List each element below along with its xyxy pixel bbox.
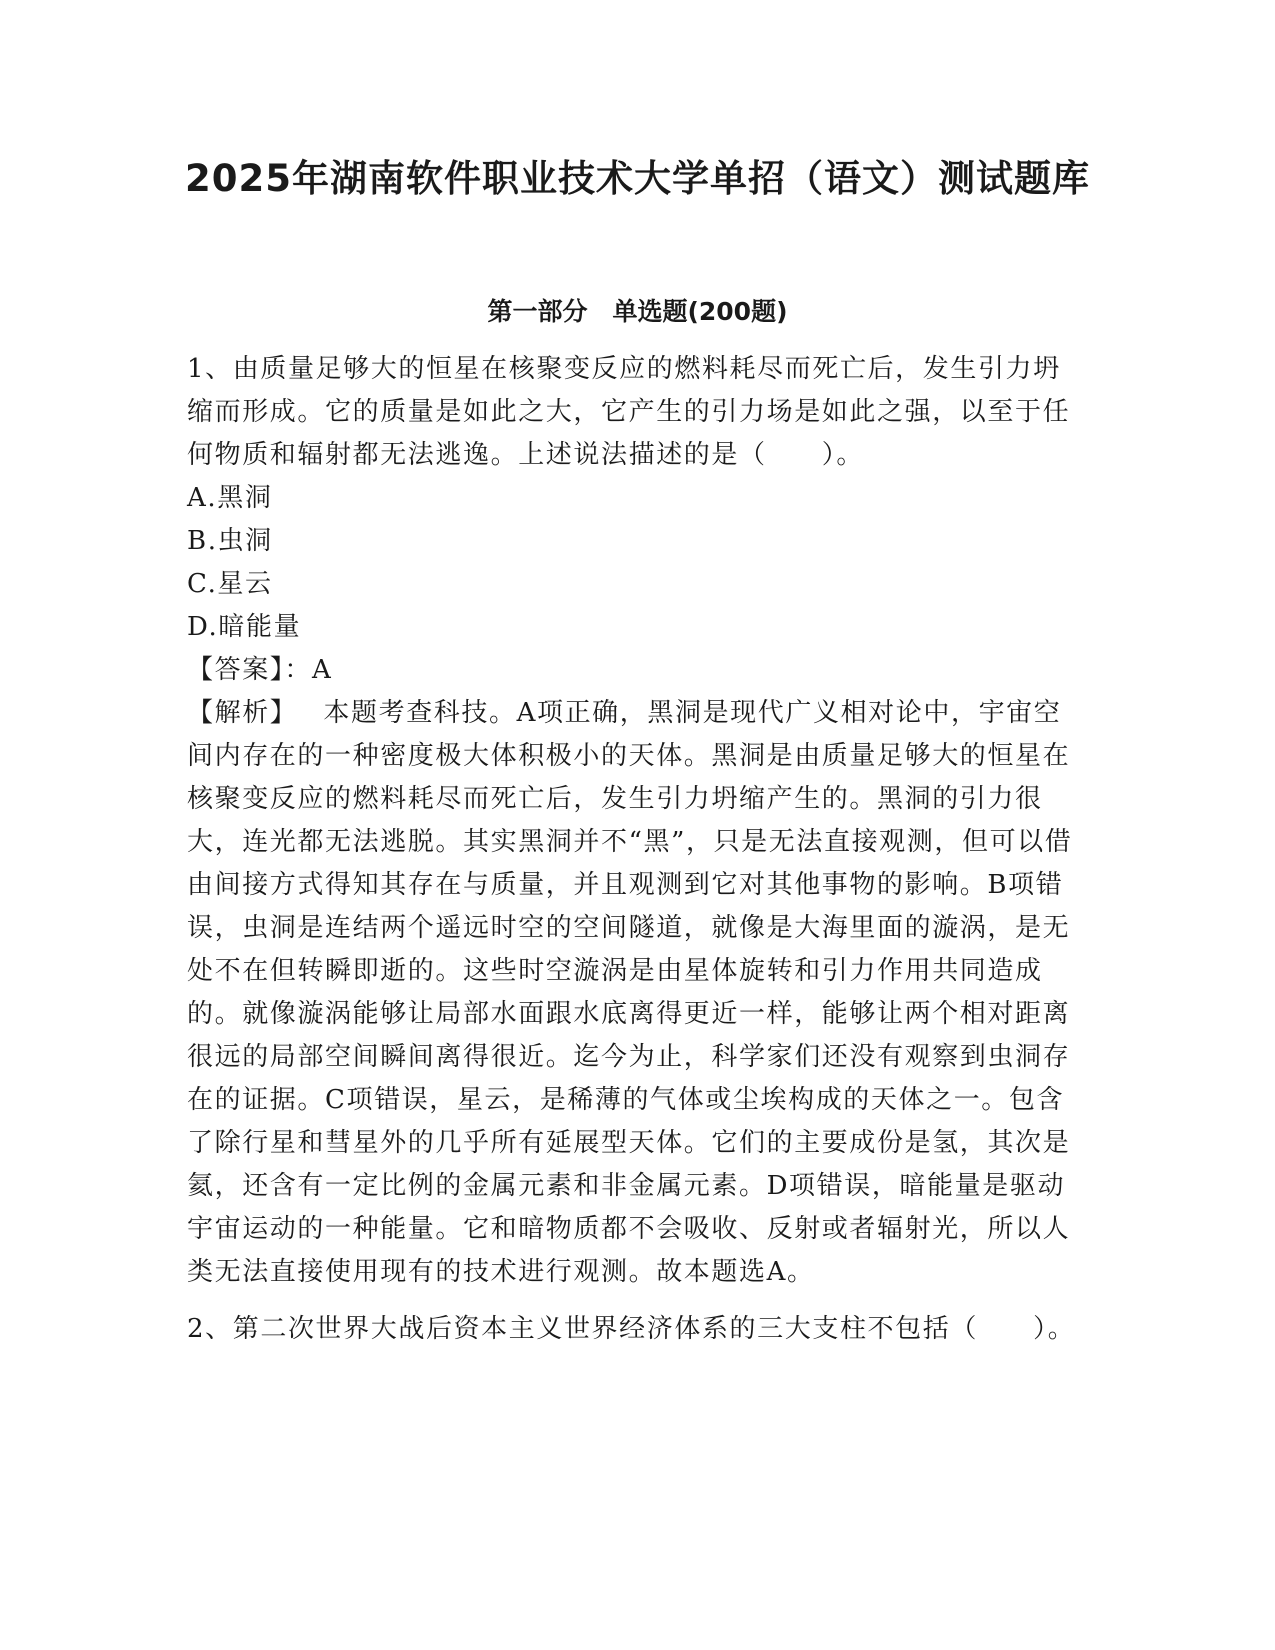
document-body <box>187 348 1087 1351</box>
section-title: 第一部分 单选题(200题) <box>487 297 788 326</box>
option-d: D.暗能量 <box>187 612 302 642</box>
analysis-label: 【解析】 <box>187 698 298 728</box>
analysis-paragraph <box>187 692 1087 1294</box>
question-spacer <box>187 1294 1087 1308</box>
question-stem: 2、第二次世界大战后资本主义世界经济体系的三大支柱不包括（ ）。 <box>187 1314 1076 1344</box>
document-title: 2025年湖南软件职业技术大学单招（语文）测试题库 <box>185 157 1090 200</box>
question-stem: 1、由质量足够大的恒星在核聚变反应的燃料耗尽而死亡后，发生引力坍缩而形成。它的质量是如此之大，它产生的引力场是如此之强，以至于任何物质和辐射都无法逃逸。上述说法描述的是（ ）。 <box>187 354 1071 470</box>
answer-label: 【答案】： <box>187 655 313 685</box>
option-list <box>187 477 1087 649</box>
option-b: B.虫洞 <box>187 526 273 556</box>
question-block <box>187 348 1087 1294</box>
analysis-text: 本题考查科技。A项正确，黑洞是现代广义相对论中，宇宙空间内存在的一种密度极大体积极小的天体。黑洞是由质量足够大的恒星在核聚变反应的燃料耗尽而死亡后，发生引力坍缩产生的。黑洞的引力很大，连光都无法逃脱。其实黑洞并不“黑”，只是无法直接观测，但可以借由间接方式得知其存在与质量，并且观测到它对其他事物的影响。B项错误，虫洞是连结两个遥远时空的空间隧道，就像是大海里面的漩涡，是无处不在但转瞬即逝的。这些时空漩涡是由星体旋转和引力作用共同造成的。就像漩涡能够让局部水面跟水底离得更近一样，能够让两个相对距离很远的局部空间瞬间离得很近。迄今为止，科学家们还没有观察到虫洞存在的证据。C项错误，星云，是稀薄的气体或尘埃构成的天体之一。包含了除行星和彗星外的几乎所有延展型天体。它们的主要成份是氢，其次是氦，还含有一定比例的金属元素和非金属元素。D项错误，暗能量是驱动宇宙运动的一种能量。它和暗物质都不会吸收、反射或者辐射光，所以人类无法直接使用现有的技术进行观测。故本题选A。 <box>187 698 1073 1287</box>
option-a: A.黑洞 <box>187 483 273 513</box>
question-block <box>187 1308 1087 1351</box>
answer-line <box>187 649 1087 692</box>
answer-value: A <box>312 655 333 685</box>
option-c: C.星云 <box>187 569 273 599</box>
